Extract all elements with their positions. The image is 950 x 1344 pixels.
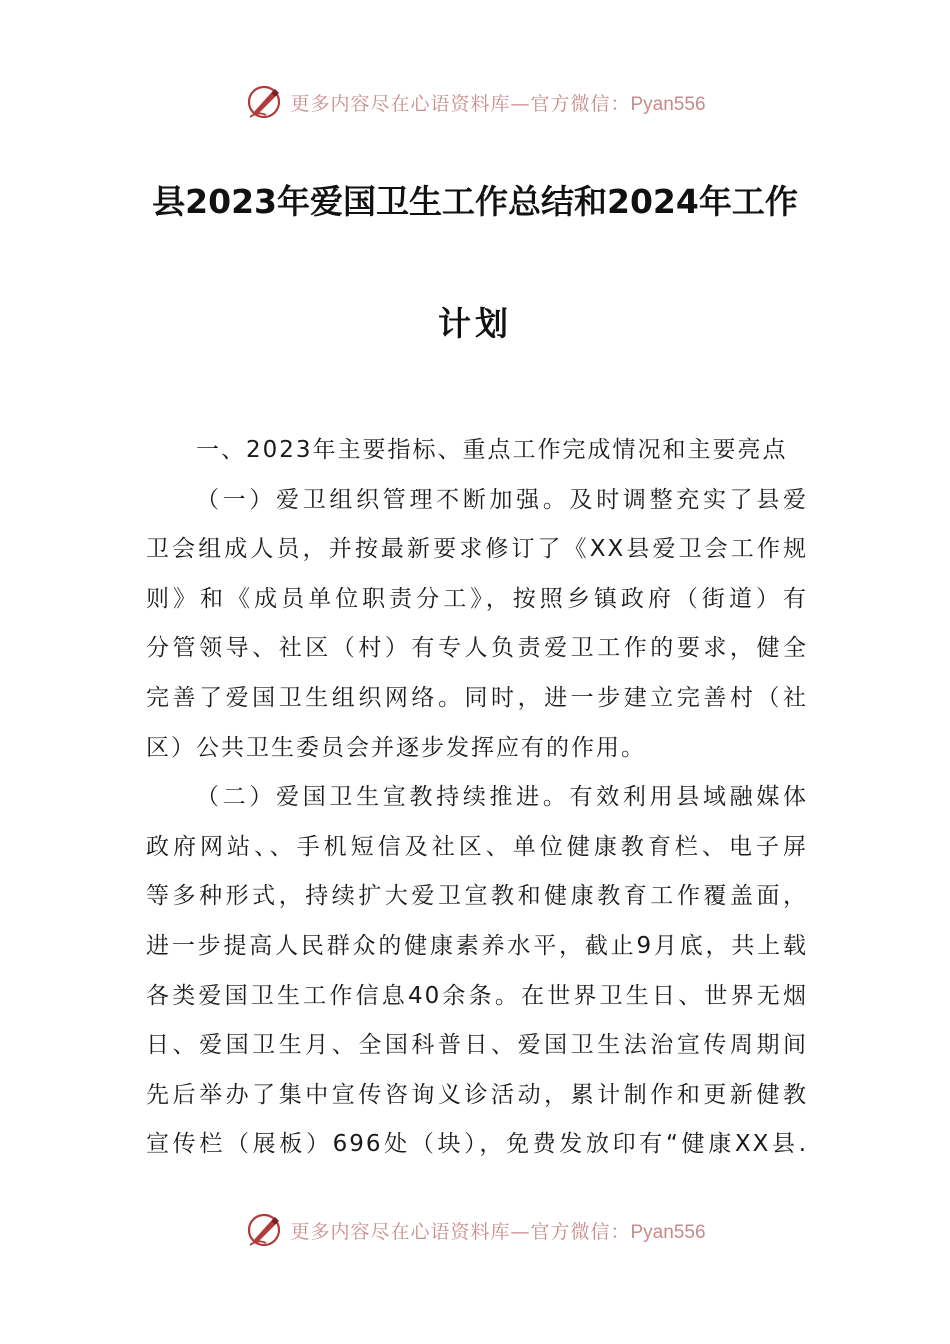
watermark-text: 更多内容尽在心语资料库—官方微信：Pyan556	[290, 1220, 706, 1243]
pen-logo-icon	[244, 1210, 284, 1250]
paragraph-line: （二）爱国卫生宣教持续推进。有效利用县域融媒体	[196, 784, 808, 811]
section-heading: 一、2023年主要指标、重点工作完成情况和主要亮点	[196, 437, 788, 463]
paragraph-line: 区）公共卫生委员会并逐步发挥应有的作用。	[146, 734, 646, 761]
watermark-wechat-id: Pyan556	[630, 93, 706, 115]
paragraph-line: 宣传栏（展板）696处（块），免费发放印有“健康XX县.	[146, 1131, 808, 1158]
paragraph-line: 分管领导、社区（村）有专人负责爱卫工作的要求，健全	[146, 635, 808, 662]
watermark-header	[0, 80, 950, 124]
paragraph-line: 完善了爱国卫生组织网络。同时，进一步建立完善村（社	[146, 684, 808, 711]
watermark-footer	[0, 1208, 950, 1252]
paragraph-line: 各类爱国卫生工作信息40余条。在世界卫生日、世界无烟	[146, 982, 808, 1009]
paragraph-line: 等多种形式，持续扩大爱卫宣教和健康教育工作覆盖面，	[146, 883, 808, 910]
paragraph-line: 进一步提高人民群众的健康素养水平，截止9月底，共上载	[146, 932, 808, 959]
paragraph-line: （一）爱卫组织管理不断加强。及时调整充实了县爱	[196, 486, 808, 513]
document-body	[146, 426, 808, 1170]
document-title-line-2: 计划	[438, 304, 512, 343]
paragraph-line: 政府网站、、手机短信及社区、单位健康教育栏、电子屏	[146, 833, 808, 860]
paragraph-line: 则》和《成员单位职责分工》，按照乡镇政府（街道）有	[146, 585, 808, 612]
pen-logo-icon	[244, 82, 284, 122]
paragraph-line: 日、爱国卫生月、全国科普日、爱国卫生法治宣传周期间	[146, 1032, 808, 1059]
watermark-wechat-id: Pyan556	[630, 1221, 706, 1243]
paragraph-line: 卫会组成人员，并按最新要求修订了《XX县爱卫会工作规	[146, 536, 808, 563]
document-title-line-1: 县2023年爱国卫生工作总结和2024年工作	[152, 182, 798, 221]
paragraph-line: 先后举办了集中宣传咨询义诊活动，累计制作和更新健教	[146, 1081, 808, 1108]
watermark-text: 更多内容尽在心语资料库—官方微信：Pyan556	[290, 92, 706, 115]
